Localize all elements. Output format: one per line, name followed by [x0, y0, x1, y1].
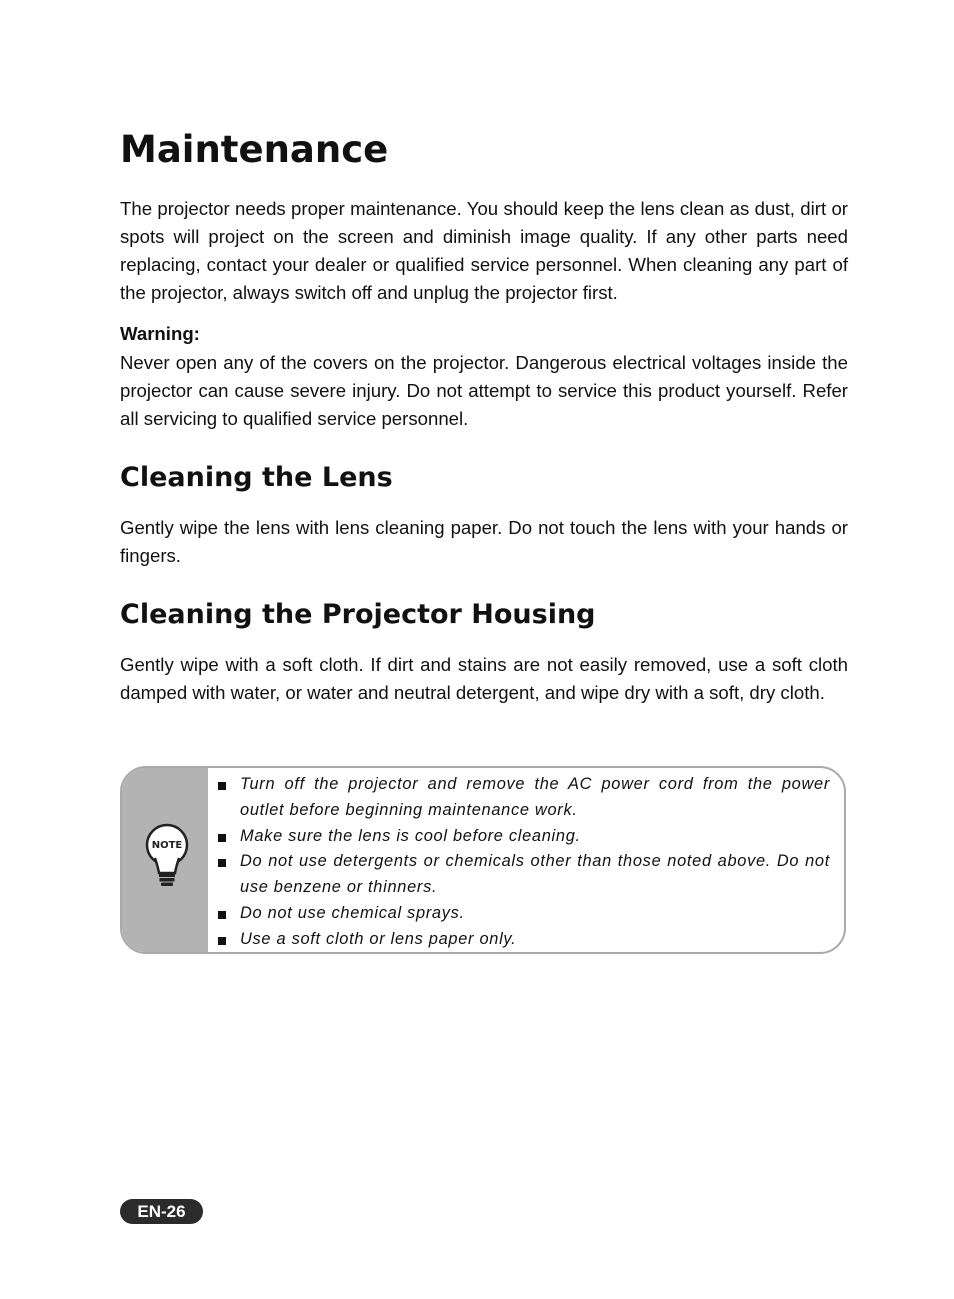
note-sidebar: [122, 768, 208, 952]
warning-text: Never open any of the covers on the projector. Dangerous electrical voltages inside the projector can cause severe injury. Do not attempt to service this product yourself. Refer all servicing to qualified service personnel.: [120, 352, 848, 429]
intro-paragraph: The projector needs proper maintenance. You should keep the lens clean as dust, dirt or spots will project on the screen and diminish image quality. If any other parts need replacing, contact your dealer or qualified service personnel. When cleaning any part of the projector, always switch off and unplug the projector first.: [120, 198, 848, 303]
page-number-badge: EN-26: [120, 1199, 203, 1224]
note-item: [216, 824, 830, 850]
bullet-square-icon: [218, 937, 226, 945]
section-text-cleaning-lens: Gently wipe the lens with lens cleaning paper. Do not touch the lens with your hands or fingers.: [120, 517, 848, 566]
section-text-cleaning-housing: Gently wipe with a soft cloth. If dirt and stains are not easily removed, use a soft cloth damped with water, or water and neutral detergent, and wipe dry with a soft, dry cloth.: [120, 654, 848, 703]
warning-label: Warning:: [120, 323, 200, 344]
bullet-square-icon: [218, 782, 226, 790]
section-heading-cleaning-lens: Cleaning the Lens: [120, 462, 393, 493]
note-item-text: Do not use chemical sprays.: [240, 903, 465, 922]
bullet-square-icon: [218, 911, 226, 919]
note-item-text: Make sure the lens is cool before cleaning.: [240, 826, 581, 845]
note-box: [120, 766, 846, 954]
note-icon-label: NOTE: [151, 840, 183, 851]
lightbulb-note-icon: [144, 823, 190, 889]
note-item-text: Do not use detergents or chemicals other than those noted above. Do not use benzene or thinners.: [240, 852, 830, 897]
note-item: [216, 901, 830, 927]
bullet-square-icon: [218, 834, 226, 842]
note-item-text: Use a soft cloth or lens paper only.: [240, 929, 517, 948]
note-item: [216, 927, 830, 953]
bullet-square-icon: [218, 859, 226, 867]
page-title: Maintenance: [120, 128, 389, 171]
note-item: [216, 772, 830, 824]
note-list: [216, 772, 830, 953]
note-item-text: Turn off the projector and remove the AC power cord from the power outlet before beginning maintenance work.: [240, 775, 830, 819]
note-item: [216, 849, 830, 901]
section-heading-cleaning-housing: Cleaning the Projector Housing: [120, 599, 596, 630]
